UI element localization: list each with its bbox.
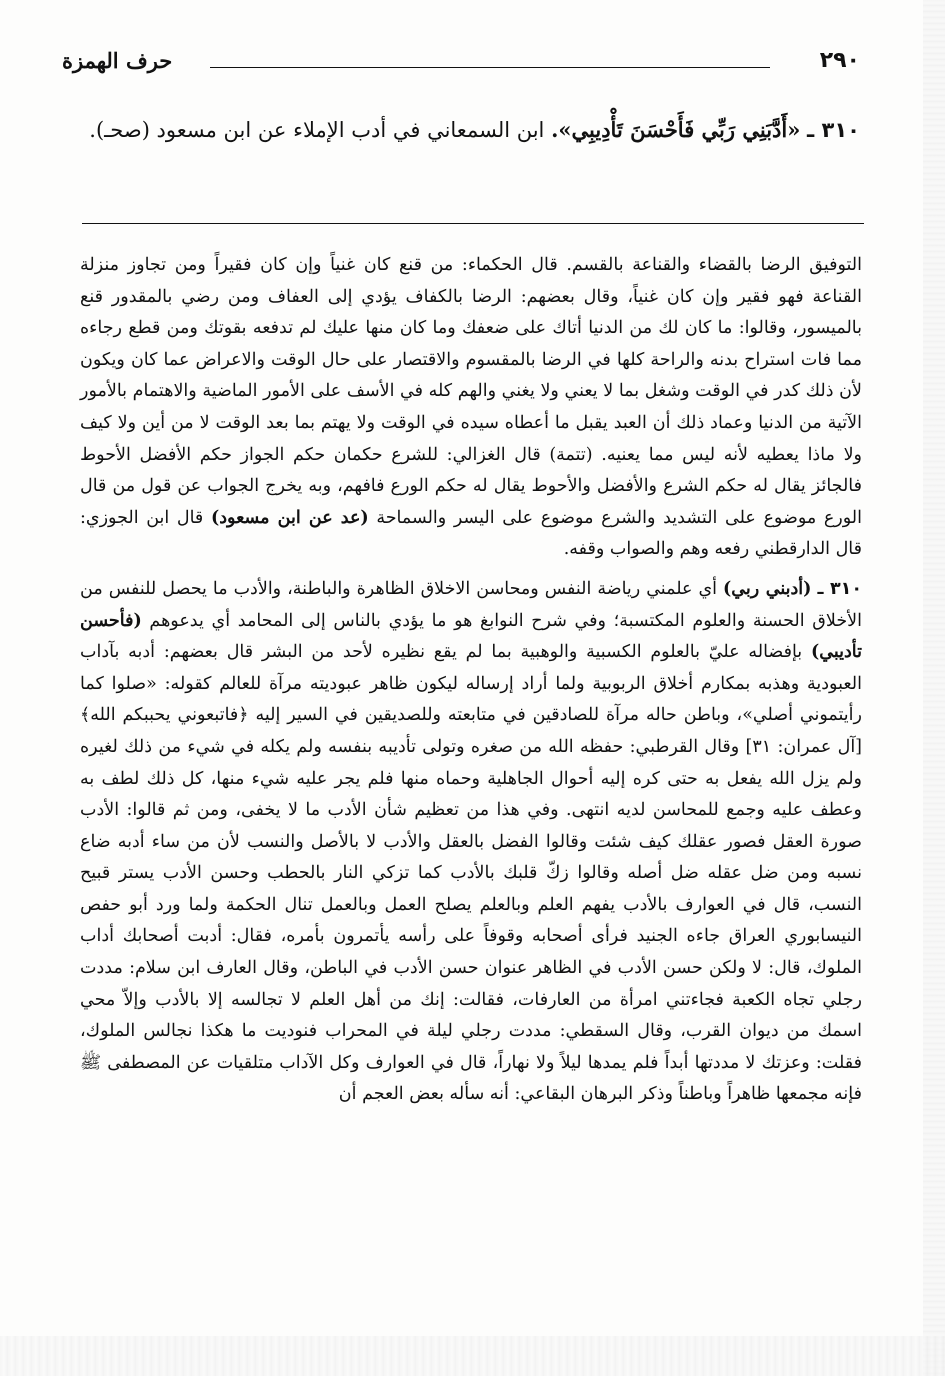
commentary-paragraph-1	[80, 250, 862, 566]
commentary-keyword: (أدبني ربي)	[723, 578, 812, 599]
hadith-source: ابن السمعاني في أدب الإملاء عن ابن مسعود (صحـ).	[89, 118, 545, 142]
page-header	[62, 48, 860, 76]
commentary-entry-number: ٣١٠ ـ	[817, 578, 863, 599]
commentary-keyword: (فأحسن تأديبي)	[80, 610, 862, 663]
scan-edge-right	[923, 0, 945, 1376]
scan-edge-bottom	[0, 1336, 945, 1376]
hadith-number: ٣١٠ ـ	[807, 118, 860, 142]
header-rule	[210, 67, 770, 68]
commentary-text: بإفضاله عليّ بالعلوم الكسبية والوهبية بما لم يقع نظيره لأحد من البشر قال بعضهم: أدبه بآداب العبودية وهذبه بمكارم أخلاق الربوبية ولما أراد إرساله ليكون ظاهر عبوديته مرآة للعالم كقوله: «صلوا كما رأيتموني أصلي»، وباطن حاله مرآة للصادقين في متابعته وللصديقين في السير إليه ﴿فاتبعوني يحببكم الله﴾ [آل عمران: ٣١] وقال القرطبي: حفظه الله من صغره وتولى تأديبه بنفسه ولم يكله في شيء من ذلك لغيره ولم يزل الله يفعل به حتى كره إليه أحوال الجاهلية وحماه منها فلم يجر عليه شيء منها، كل ذلك لطف به وعطف عليه وجمع للمحاسن لديه انتهى. وفي هذا من تعظيم شأن الأدب ما لا يخفى، ومن ثم قالوا: الأدب صورة العقل فصور عقلك كيف شئت وقالوا الفضل بالعقل والأدب لا بالأصل والنسب لأن من ساء أدبه ضاع نسبه ومن ضل عقله ضل أصله وقالوا زكّ قلبك بالأدب كما تزكي النار بالحطب وحسن الأدب يستر قبيح النسب، قال في العوارف بالأدب يفهم العلم وبالعلم يصلح العمل وبالعمل تنال الحكمة ولما ورد أبو حفص النيسابوري العراق جاءه الجنيد فرأى أصحابه وقوفاً على رأسه يأتمرون بأمره، فقال: أدبت أصحابك أداب الملوك، قال: لا ولكن حسن الأدب في الظاهر عنوان حسن الأدب في الباطن، وقال العارف ابن سلام: مددت رجلي تجاه الكعبة فجاءتني امرأة من العارفات، فقالت: إنك من أهل العلم لا تجالسه إلا بالأدب وإلاّ محي اسمك من ديوان القرب، وقال السقطي: مددت رجلي ليلة في المحراب فنوديت ما هكذا نجالس الملوك، فقلت: وعزتك لا مددتها أبداً فلم يمدها ليلاً ولا نهاراً، قال في العوارف وكل الآداب متلقيات عن المصطفى ﷺ فإنه مجمعها ظاهراً وباطناً وذكر البرهان البقاعي: أنه سأله بعض العجم أن	[80, 642, 863, 1105]
running-title: حرف الهمزة	[62, 48, 173, 73]
footnote-separator	[82, 223, 864, 224]
commentary-citation: (عد عن ابن مسعود)	[210, 507, 369, 528]
commentary-text: التوفيق الرضا بالقضاء والقناعة بالقسم. قال الحكماء: من قنع كان غنياً وإن كان فقيراً ومن تجاوز منزلة القناعة فهو فقير وإن كان غنياً، وقال بعضهم: الرضا بالكفاف يؤدي إلى العفاف ومن رضي بالمقدور قنع بالميسور، وقالوا: ما كان لك من الدنيا أتاك على ضعفك وما كان منها عليك لم تدفعه بقوتك ومن قطع رجاءه مما فات استراح بدنه والراحة كلها في الرضا بالمقسوم والاقتصار على حال الوقت والاعراض عما كان ويكون لأن ذلك كدر في الوقت وشغل بما لا يعني ولا يغني والهم كله في الأسف على الأمور الماضية والاهتمام بالأمور الآتية من الدنيا وعماد ذلك أن العبد يقبل ما أعطاه سيده في الوقت ولا يهتم بما بعد الوقت لا من أين ولا كيف ولا ماذا يعطيه لأنه ليس مما يعنيه. (تتمة) قال الغزالي: للشرع حكمان حكم الجواز حكم الأفضل الأحوط فالجائز يقال له حكم الشرع والأفضل والأحوط يقال له حكم الورع فافهم، وبه يخرج الجواب عن قول من قال الورع موضوع على التشديد والشرع موضوع على اليسر والسماحة	[80, 255, 862, 528]
hadith-text	[80, 108, 860, 152]
commentary	[80, 250, 862, 1111]
commentary-paragraph-2	[80, 574, 862, 1111]
page-number: ٢٩٠	[819, 48, 860, 73]
commentary-text-end: قال ابن الجوزي: قال الدارقطني رفعه وهم والصواب وقفه.	[80, 507, 862, 560]
hadith-quote: «أَدَّبَنِي رَبِّي فَأَحْسَنَ تَأْدِيبِي».	[551, 117, 801, 142]
commentary-text: أي علمني رياضة النفس ومحاسن الاخلاق الظاهرة والباطنة، والأدب ما يحصل للنفس من الأخلاق الحسنة والعلوم المكتسبة؛ وفي شرح النوابغ هو ما يؤدي بالناس إلى المحامد أي يدعوهم	[80, 578, 862, 631]
